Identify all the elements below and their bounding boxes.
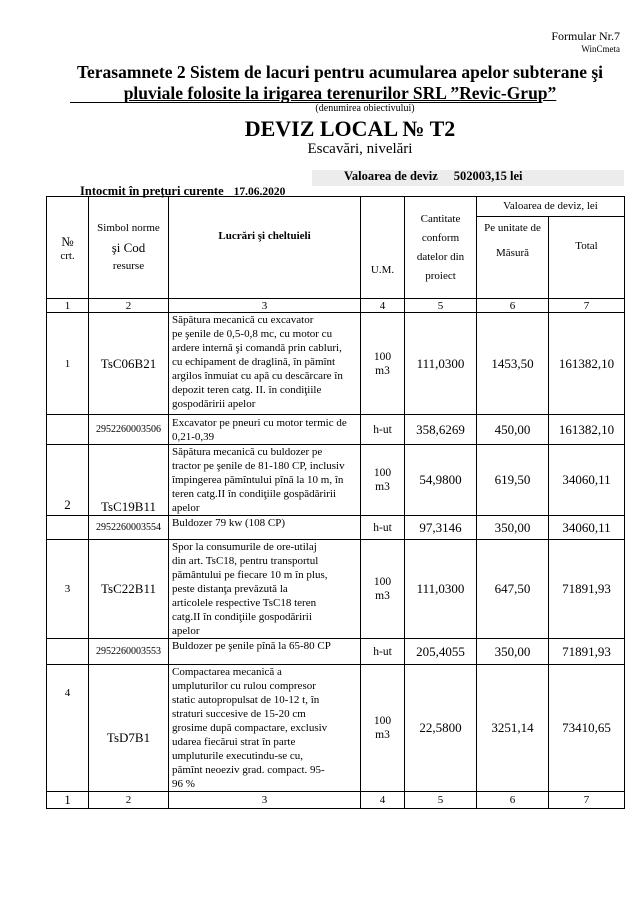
description-line: umpluturilor cu rulou compresor: [172, 680, 316, 692]
col-number: 5: [405, 792, 477, 809]
column-number-row-bottom: [47, 792, 625, 809]
header-simbol-3: resurse: [112, 260, 145, 272]
header-pe-unitate-1: Pe unitate de: [484, 222, 541, 234]
work-description: [169, 665, 361, 792]
table-row: [47, 540, 625, 639]
table-row: [47, 415, 625, 445]
work-description: [169, 639, 361, 665]
header-simbol-2: şi Cod: [111, 240, 146, 255]
description-line: umpluturile executindu-se cu,: [172, 750, 304, 762]
unit-of-measure: h-ut: [361, 639, 405, 665]
description-line: 96 %: [172, 778, 195, 790]
norm-code: TsC06B21: [89, 313, 169, 415]
object-caption: (denumirea obiectivului): [315, 103, 415, 114]
header-cantitate: [405, 197, 477, 299]
col-number: 1: [47, 792, 89, 809]
unit-of-measure: 100 m3: [361, 540, 405, 639]
col-number: 7: [549, 299, 625, 313]
header-cantitate-4: proiect: [425, 269, 456, 282]
table-row: [47, 445, 625, 516]
unit-of-measure: 100 m3: [361, 445, 405, 516]
quantity: 111,0300: [405, 313, 477, 415]
unit-price: 619,50: [477, 445, 549, 516]
unit-of-measure: h-ut: [361, 516, 405, 540]
table-row: [47, 313, 625, 415]
work-description: [169, 415, 361, 445]
header-simbol-1: Simbol norme: [97, 222, 160, 234]
object-title: [60, 62, 620, 104]
row-number: [47, 639, 89, 665]
norm-code: 2952260003554: [89, 516, 169, 540]
description-line: pămînt neoeziv grad. compact. 95-: [172, 764, 325, 776]
quantity: 22,5800: [405, 665, 477, 792]
row-number: [47, 516, 89, 540]
col-number: 3: [169, 299, 361, 313]
quantity: 97,3146: [405, 516, 477, 540]
row-number: 3: [47, 540, 89, 639]
description-line: pământului pe fiecare 10 m în plus,: [172, 569, 328, 581]
work-description: [169, 540, 361, 639]
header-nr: №: [61, 233, 74, 249]
form-number: [551, 30, 620, 56]
col-number: 1: [47, 299, 89, 313]
header-um-label: U.M.: [370, 264, 395, 276]
description-line: pe şenile de 0,5-0,8 mc, cu motor cu: [172, 328, 333, 340]
unit-price: 350,00: [477, 639, 549, 665]
header-pe-unitate: [477, 217, 549, 299]
col-number: 4: [361, 299, 405, 313]
description-line: gospodăririi apelor: [172, 398, 256, 410]
intocmit-label: Intocmit în preţuri curente: [80, 184, 224, 198]
norm-code: 2952260003506: [89, 415, 169, 445]
description-line: depozit teren catg. II. în condiţiile: [172, 384, 322, 396]
quantity: 111,0300: [405, 540, 477, 639]
description-line: straturi succesive de 15-20 cm: [172, 708, 306, 720]
deviz-title: DEVIZ LOCAL № T2: [244, 116, 456, 141]
description-line: udarea fiecărui strat în parte: [172, 736, 296, 748]
table-header-row: [47, 197, 625, 217]
col-number: 5: [405, 299, 477, 313]
description-line: Compactarea mecanică a: [172, 666, 282, 678]
description-line: împingerea pămîntului pînă la 10 m, în: [172, 474, 344, 486]
quantity: 54,9800: [405, 445, 477, 516]
description-line: teren catg.II în condiţiile gospădăririi: [172, 488, 337, 500]
deviz-subtitle: Escavări, nivelări: [307, 141, 413, 157]
table-row: [47, 639, 625, 665]
header-cantitate-2: conform: [421, 231, 460, 244]
quantity: 358,6269: [405, 415, 477, 445]
norm-code: 2952260003553: [89, 639, 169, 665]
valoarea-amount: 502003,15 lei: [453, 169, 523, 183]
unit-price: 3251,14: [477, 665, 549, 792]
estimate-table: [46, 196, 625, 792]
description-line: peste distanţa prevăzută la: [172, 583, 288, 595]
total-value: 161382,10: [549, 415, 625, 445]
description-line: catg.II în condiţiile gospodăririi: [172, 611, 312, 623]
header-total: [549, 217, 625, 299]
unit-price: 1453,50: [477, 313, 549, 415]
quantity: 205,4055: [405, 639, 477, 665]
description-line: Buldozer pe şenile pînă la 65-80 CP: [172, 640, 331, 652]
header-pe-unitate-2: Măsură: [496, 247, 529, 259]
header-cantitate-1: Cantitate: [420, 212, 461, 225]
header-um: [361, 197, 405, 299]
table-row: [47, 665, 625, 792]
unit-of-measure: h-ut: [361, 415, 405, 445]
column-number-row: [47, 299, 625, 313]
unit-price: 350,00: [477, 516, 549, 540]
col-number: 2: [89, 792, 169, 809]
total-value: 71891,93: [549, 540, 625, 639]
header-valoarea-label: Valoarea de deviz, lei: [503, 200, 598, 212]
description-line: ardere internă şi comandă prin cabluri,: [172, 342, 342, 354]
work-description: [169, 445, 361, 516]
description-line: Spor la consumurile de ore-utilaj: [172, 541, 317, 553]
description-line: 0,21-0,39: [172, 430, 215, 443]
valoarea-label: Valoarea de deviz: [344, 169, 438, 183]
row-number: [47, 415, 89, 445]
description-line: apelor: [172, 625, 200, 637]
title-line-2: pluviale folosite la irigarea terenurilor SRL ”Revic-Grup”: [123, 83, 557, 103]
intocmit-date: 17.06.2020: [233, 186, 286, 198]
unit-of-measure: 100 m3: [361, 313, 405, 415]
description-line: static autopropulsat de 10-12 t, în: [172, 694, 320, 706]
description-line: Buldozer 79 kw (108 CP): [172, 517, 286, 529]
description-line: grosime după compactare, exclusiv: [172, 722, 328, 734]
col-number: 4: [361, 792, 405, 809]
total-value: 73410,65: [549, 665, 625, 792]
column-number-footer: [46, 791, 625, 809]
header-crt: crt.: [60, 249, 75, 262]
wincmeta-label: WinCmeta: [581, 44, 620, 54]
col-number: 7: [549, 792, 625, 809]
unit-price: 647,50: [477, 540, 549, 639]
description-line: apelor: [172, 502, 200, 514]
work-description: [169, 313, 361, 415]
total-value: 71891,93: [549, 639, 625, 665]
col-number: 6: [477, 299, 549, 313]
description-line: din art. TsC18, pentru transportul: [172, 555, 319, 567]
header-cantitate-3: datelor din: [416, 250, 465, 263]
description-line: tractor pe şenile de 81-180 CP, inclusiv: [172, 460, 345, 472]
unit-price: 450,00: [477, 415, 549, 445]
work-description: [169, 516, 361, 540]
description-line: argilos înmuiat cu apă cu descărcare în: [172, 370, 343, 382]
header-lucrari: [169, 197, 361, 299]
norm-code: TsD7B1: [89, 665, 169, 792]
col-number: 6: [477, 792, 549, 809]
description-line: Săpătura mecanică cu excavator: [172, 314, 314, 326]
formular-label: Formular Nr.7: [551, 29, 620, 43]
title-line-1: Terasamnete 2 Sistem de lacuri pentru acumularea apelor subterane şi: [76, 62, 604, 82]
description-line: Săpătura mecanică cu buldozer pe: [172, 446, 323, 458]
description-line: cu echipament de draglină, în pămînt: [172, 356, 336, 368]
norm-code: TsC19B11: [89, 445, 169, 516]
row-number: 4: [47, 665, 89, 792]
description-line: Excavator pe pneuri cu motor termic de: [172, 416, 347, 429]
col-number: 3: [169, 792, 361, 809]
row-number: 2: [47, 445, 89, 516]
norm-code: TsC22B11: [89, 540, 169, 639]
header-simbol: [89, 197, 169, 299]
unit-of-measure: 100 m3: [361, 665, 405, 792]
row-number: 1: [47, 313, 89, 415]
table-row: [47, 516, 625, 540]
header-nr-crt: [47, 197, 89, 299]
total-value: 34060,11: [549, 445, 625, 516]
description-line: articolele respective TsC18 teren: [172, 597, 317, 609]
total-value: 161382,10: [549, 313, 625, 415]
valoarea-deviz: [344, 169, 523, 184]
header-valoarea: [477, 197, 625, 217]
header-total-label: Total: [575, 240, 598, 252]
total-value: 34060,11: [549, 516, 625, 540]
header-lucrari-label: Lucrări şi cheltuieli: [218, 230, 311, 242]
col-number: 2: [89, 299, 169, 313]
